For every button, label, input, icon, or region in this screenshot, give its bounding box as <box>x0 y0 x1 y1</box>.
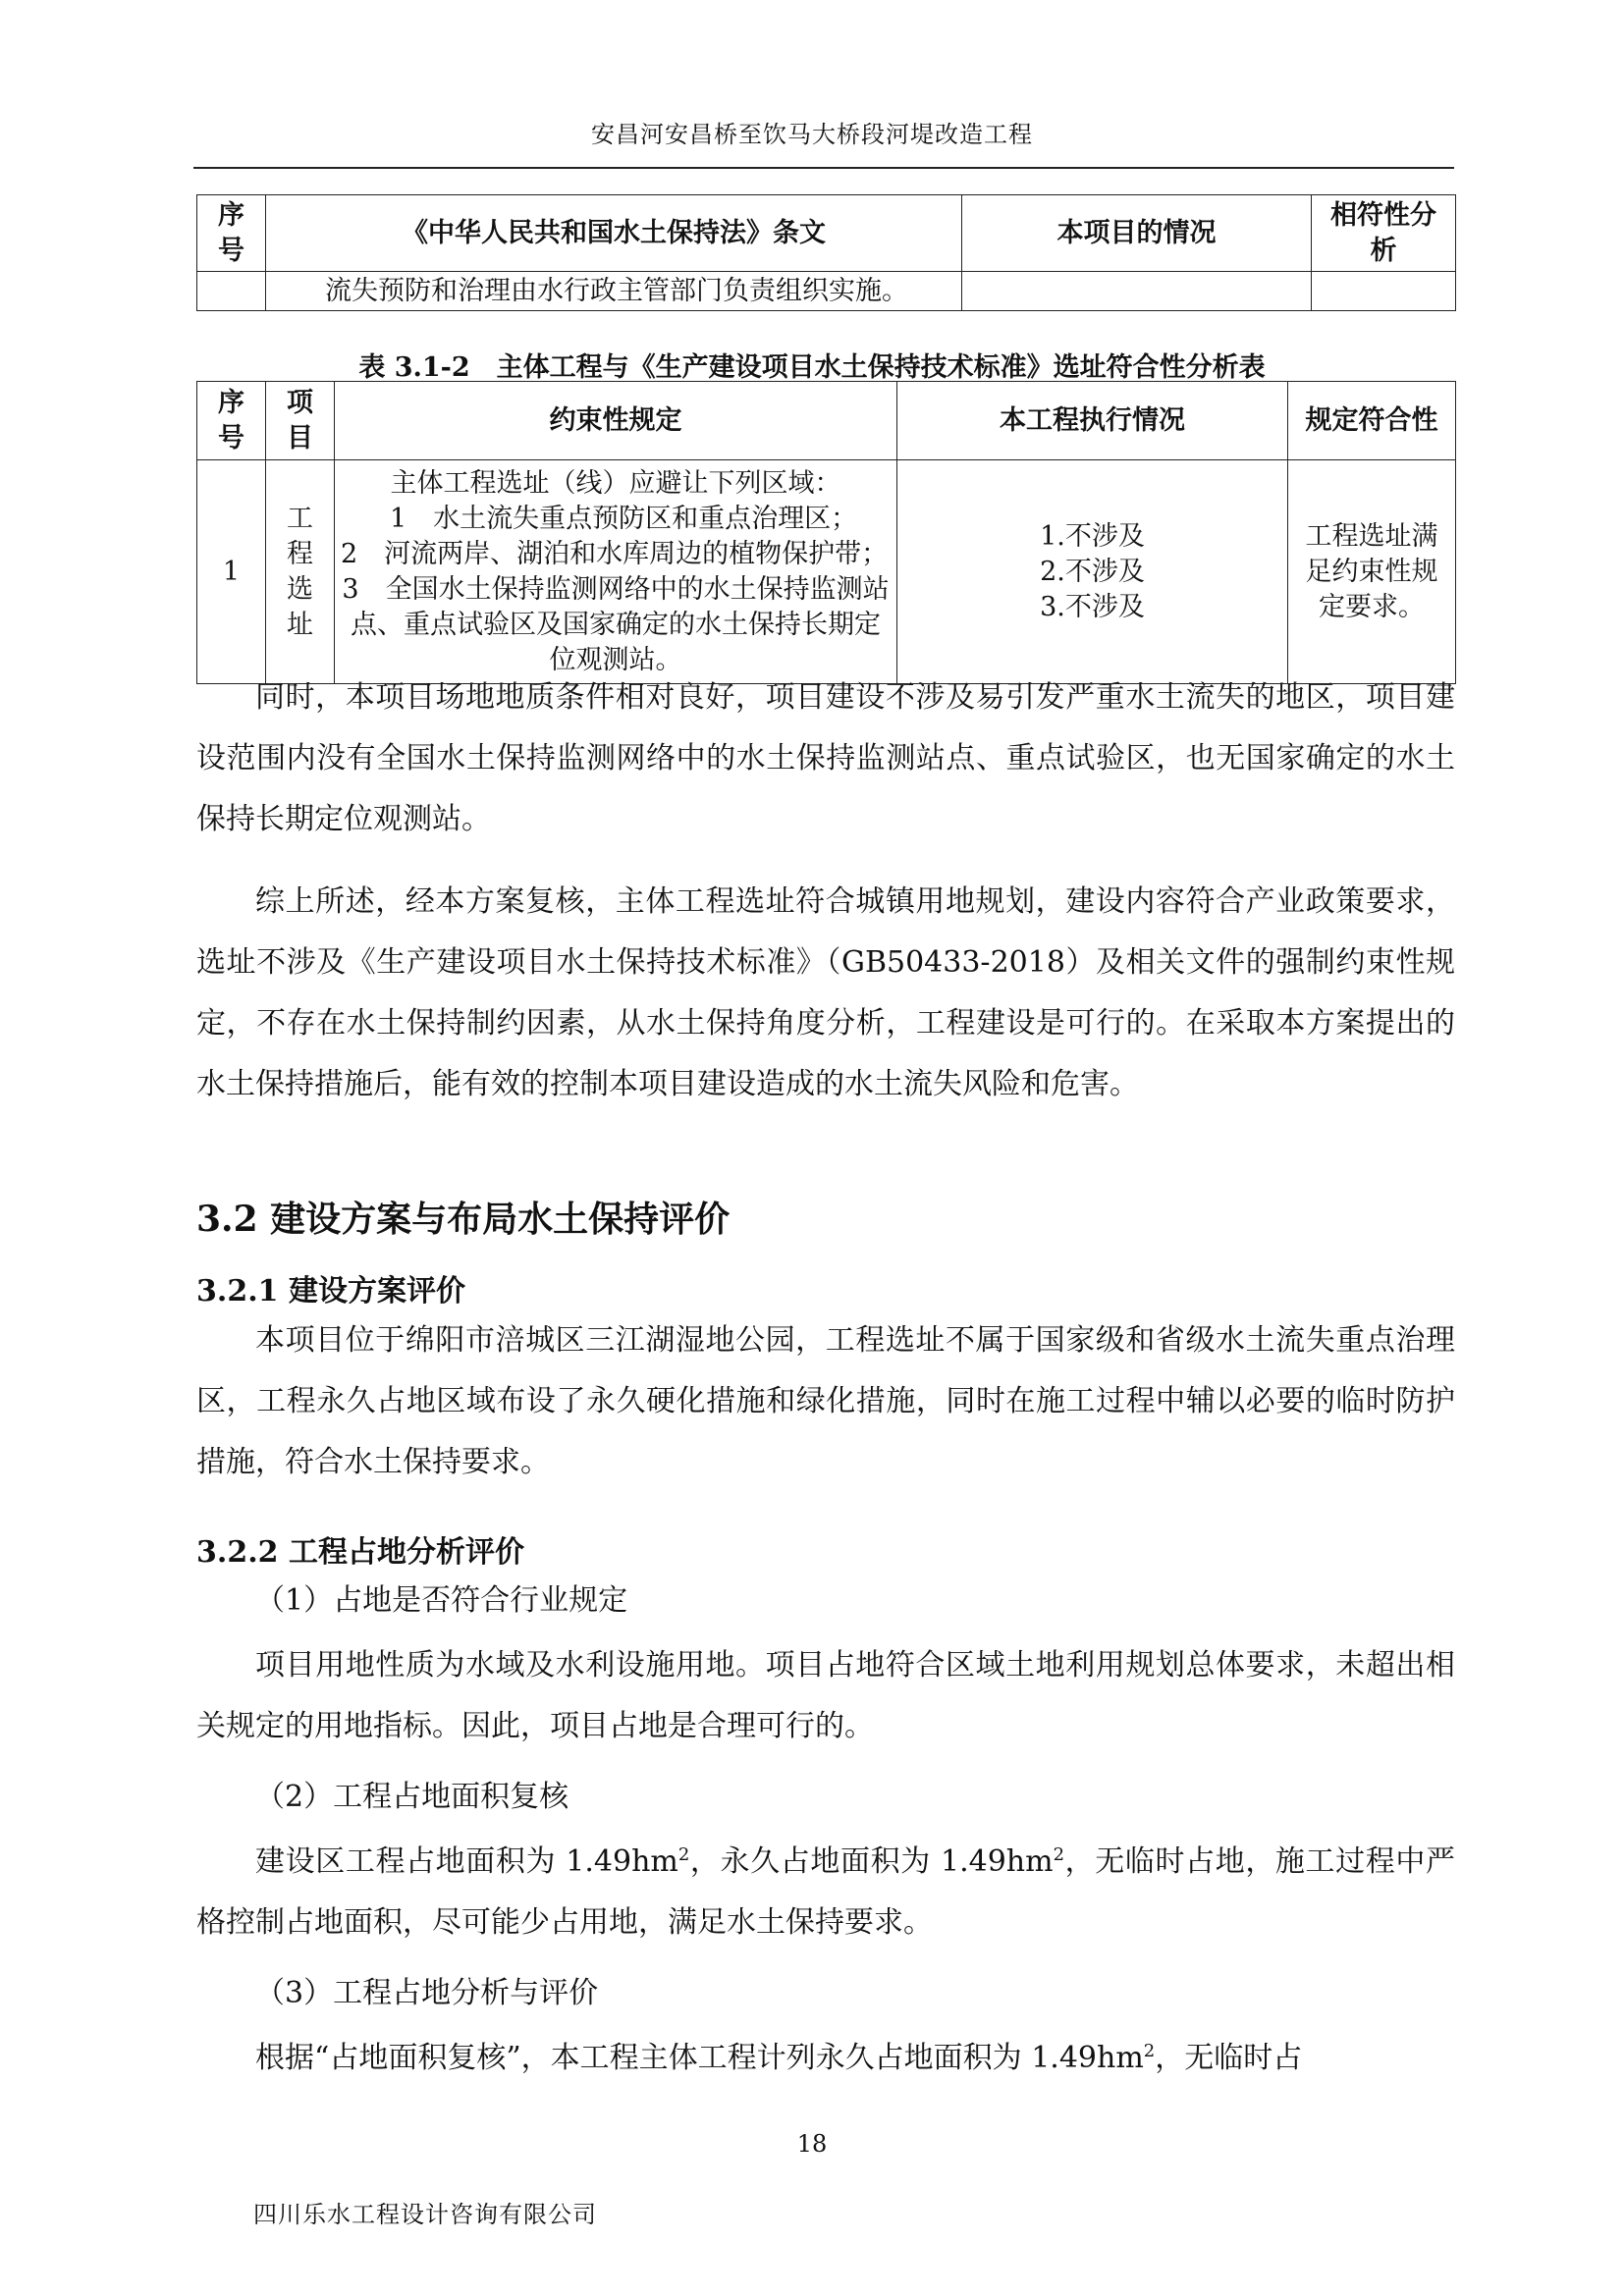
law-table <box>196 194 1456 311</box>
t2-status-3: 3.不涉及 <box>1040 591 1145 622</box>
subheading-2: （2）工程占地面积复核 <box>255 1780 569 1814</box>
t1-cell-analysis <box>1312 272 1456 311</box>
t2-header-conformity: 规定符合性 <box>1288 382 1456 460</box>
area-text-1: 建设区工程占地面积为 1.49hm <box>255 1844 678 1879</box>
section-heading-3-2-1: 3.2.1 建设方案评价 <box>196 1274 465 1308</box>
t2-cell-item: 工程选址 <box>266 460 335 684</box>
t2-rule-1: 1 水土流失重点预防区和重点治理区； <box>390 503 858 534</box>
t2-rule-intro: 主体工程选址（线）应避让下列区域： <box>390 467 841 499</box>
t2-header-item: 项目 <box>266 382 335 460</box>
section-heading-3-2: 3.2 建设方案与布局水土保持评价 <box>196 1199 731 1240</box>
t2-rule-2: 2 河流两岸、湖泊和水库周边的植物保护带； <box>341 538 889 569</box>
area-text-3: ，无临时占地，施工过程中严格控制占地面积，尽可能少占用地，满足水土保持要求。 <box>196 1844 1455 1940</box>
t1-header-no: 序号 <box>197 195 266 272</box>
t2-header-status: 本工程执行情况 <box>897 382 1288 460</box>
t1-header-clause: 《中华人民共和国水土保持法》条文 <box>266 195 962 272</box>
t1-header-analysis: 相符性分析 <box>1312 195 1456 272</box>
analysis-text-1: 根据“占地面积复核”，本工程主体工程计列永久占地面积为 1.49hm <box>255 2041 1144 2075</box>
t1-header-status: 本项目的情况 <box>962 195 1312 272</box>
t2-header-no: 序号 <box>197 382 266 460</box>
unit-superscript: 2 <box>1053 1844 1065 1865</box>
unit-superscript: 2 <box>1143 2041 1156 2061</box>
t1-cell-no <box>197 272 266 311</box>
t1-cell-text: 流失预防和治理由水行政主管部门负责组织实施。 <box>266 272 962 311</box>
t2-cell-status <box>897 460 1288 684</box>
paragraph-area-analysis <box>196 2028 1455 2089</box>
page-number: 18 <box>796 2130 828 2158</box>
t2-status-2: 2.不涉及 <box>1040 556 1145 587</box>
analysis-text-2: ，无临时占 <box>1155 2041 1303 2075</box>
t2-cell-no: 1 <box>197 460 266 684</box>
paragraph-area-check <box>196 1832 1455 1953</box>
t2-header-rules: 约束性规定 <box>335 382 897 460</box>
t2-rule-3: 3 全国水土保持监测网络中的水土保持监测站点、重点试验区及国家确定的水土保持长期定位观测站。 <box>342 573 890 675</box>
standard-table <box>196 381 1456 684</box>
t2-status-1: 1.不涉及 <box>1040 520 1145 552</box>
subheading-1: （1）占地是否符合行业规定 <box>255 1583 628 1618</box>
area-text-2: ，永久占地面积为 1.49hm <box>689 1844 1054 1879</box>
t2-cell-rules <box>335 460 897 684</box>
subheading-3: （3）工程占地分析与评价 <box>255 1976 599 2010</box>
paragraph-summary: 综上所述，经本方案复核，主体工程选址符合城镇用地规划，建设内容符合产业政策要求，选址不涉及《生产建设项目水土保持技术标准》（GB50433-2018）及相关文件的强制约束性规定，不存在水土保持制约因素，从水土保持角度分析，工程建设是可行的。在采取本方案提出的水土保持措施后，能有效的控制本项目建设造成的水土流失风险和危害。 <box>196 884 1455 1101</box>
t1-cell-status <box>962 272 1312 311</box>
paragraph-construction-plan: 本项目位于绵阳市涪城区三江湖湿地公园，工程选址不属于国家级和省级水土流失重点治理区，工程永久占地区域布设了永久硬化措施和绿化措施，同时在施工过程中辅以必要的临时防护措施，符合水土保持要求。 <box>196 1323 1455 1479</box>
t2-cell-conformity: 工程选址满足约束性规定要求。 <box>1288 460 1456 684</box>
header-rule <box>193 167 1454 169</box>
section-heading-3-2-2: 3.2.2 工程占地分析评价 <box>196 1535 524 1570</box>
paragraph-site-conditions: 同时，本项目场地地质条件相对良好，项目建设不涉及易引发严重水土流失的地区，项目建设范围内没有全国水土保持监测网络中的水土保持监测站点、重点试验区，也无国家确定的水土保持长期定位观测站。 <box>196 680 1455 836</box>
footer-company: 四川乐水工程设计咨询有限公司 <box>253 2201 597 2228</box>
unit-superscript: 2 <box>677 1844 690 1865</box>
paragraph-land-use: 项目用地性质为水域及水利设施用地。项目占地符合区域土地利用规划总体要求，未超出相关规定的用地指标。因此，项目占地是合理可行的。 <box>196 1648 1455 1743</box>
header-title: 安昌河安昌桥至饮马大桥段河堤改造工程 <box>591 121 1033 148</box>
table2-caption: 表 3.1-2 主体工程与《生产建设项目水土保持技术标准》选址符合性分析表 <box>358 352 1266 383</box>
